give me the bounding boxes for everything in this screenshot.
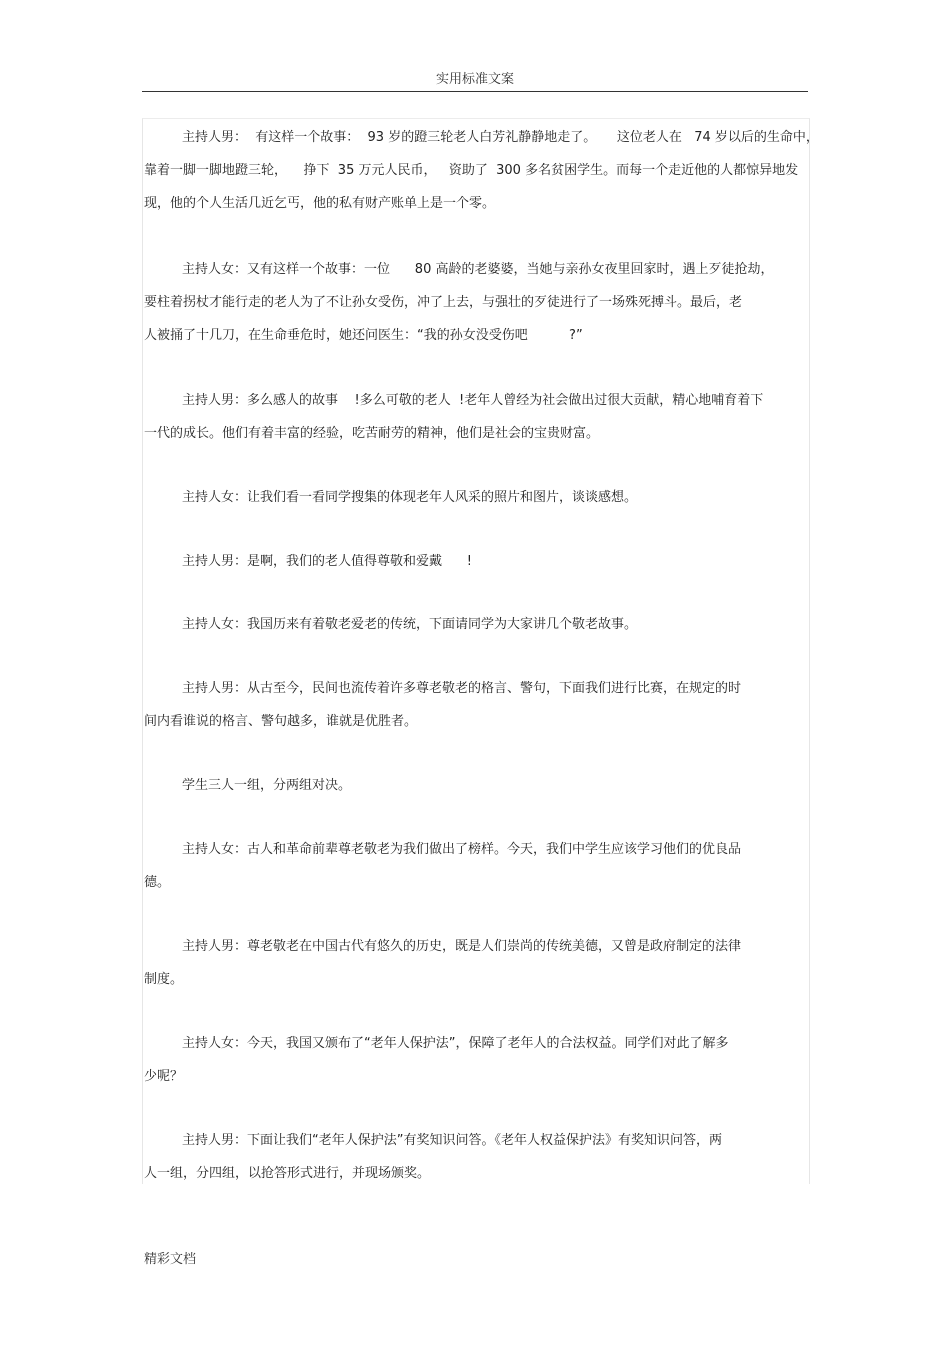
paragraph-line: 主持人男：下面让我们“老年人保护法”有奖知识问答。《老年人权益保护法》有奖知识问答，两 [182, 1133, 722, 1148]
paragraph-line: 主持人女：今天，我国又颁布了“老年人保护法”，保障了老年人的合法权益。同学们对此了解多 [182, 1036, 729, 1051]
paragraph-line: 主持人女：我国历来有着敬老爱老的传统，下面请同学为大家讲几个敬老故事。 [182, 617, 638, 632]
page-footer: 精彩文档 [144, 1252, 197, 1267]
paragraph-line: 间内看谁说的格言、警句越多，谁就是优胜者。 [144, 714, 418, 729]
paragraph-respect [144, 545, 804, 578]
paragraph-line: 一代的成长。他们有着丰富的经验，吃苦耐劳的精神，他们是社会的宝贵财富。 [144, 426, 600, 441]
paragraph-story-cyclist [144, 121, 819, 220]
paragraph-story-grandmother [144, 253, 804, 352]
paragraph-moving-story [144, 384, 804, 450]
paragraph-tradition [144, 608, 804, 641]
paragraph-role-models [144, 833, 804, 899]
paragraph-line: 人被捅了十几刀，在生命垂危时，她还问医生：“我的孙女没受伤吧 ?” [144, 328, 583, 343]
paragraph-line: 主持人女：又有这样一个故事：一位 80 高龄的老婆婆，当她与亲孙女夜里回家时，遇上歹徒抢劫， [182, 262, 774, 277]
paragraph-line: 靠着一脚一脚地蹬三轮， 挣下 35 万元人民币， 资助了 300 多名贫困学生。而每一个走近他的人都惊异地发 [144, 163, 799, 178]
paragraph-line: 主持人男： 有这样一个故事： 93 岁的蹬三轮老人白芳礼静静地走了。 这位老人在 74 岁以后的生命中， [182, 130, 819, 145]
header-divider [142, 91, 808, 92]
paragraph-line: 要柱着拐杖才能行走的老人为了不让孙女受伤，冲了上去，与强壮的歹徒进行了一场殊死搏斗。最后，老 [144, 295, 743, 310]
paragraph-line: 制度。 [144, 972, 184, 987]
paragraph-line: 少呢？ [144, 1069, 184, 1084]
paragraph-line: 主持人男：多么感人的故事 !多么可敬的老人 !老年人曾经为社会做出过很大贡献，精心地哺育着下 [182, 393, 764, 408]
paragraph-line: 人一组，分四组，以抢答形式进行，并现场颁奖。 [144, 1166, 431, 1181]
paragraph-line: 主持人女：古人和革命前辈尊老敬老为我们做出了榜样。今天，我们中学生应该学习他们的优良品 [182, 842, 742, 857]
paragraph-proverbs [144, 672, 804, 738]
paragraph-line: 主持人女：让我们看一看同学搜集的体现老年人风采的照片和图片，谈谈感想。 [182, 490, 638, 505]
paragraph-line: 主持人男：是啊，我们的老人值得尊敬和爱戴 ! [182, 554, 473, 569]
paragraph-line: 主持人男：从古至今，民间也流传着许多尊老敬老的格言、警句，下面我们进行比赛，在规定的时 [182, 681, 742, 696]
paragraph-groups [144, 769, 804, 802]
paragraph-quiz [144, 1124, 804, 1190]
paragraph-line: 德。 [144, 875, 171, 890]
paragraph-line: 学生三人一组，分两组对决。 [182, 778, 352, 793]
paragraph-line: 现，他的个人生活几近乞丐，他的私有财产账单上是一个零。 [144, 196, 496, 211]
paragraph-law [144, 1027, 804, 1093]
page-header: 实用标准文案 [435, 72, 514, 87]
paragraph-history [144, 930, 804, 996]
paragraph-photos [144, 481, 804, 514]
paragraph-line: 主持人男：尊老敬老在中国古代有悠久的历史，既是人们崇尚的传统美德，又曾是政府制定的法律 [182, 939, 742, 954]
